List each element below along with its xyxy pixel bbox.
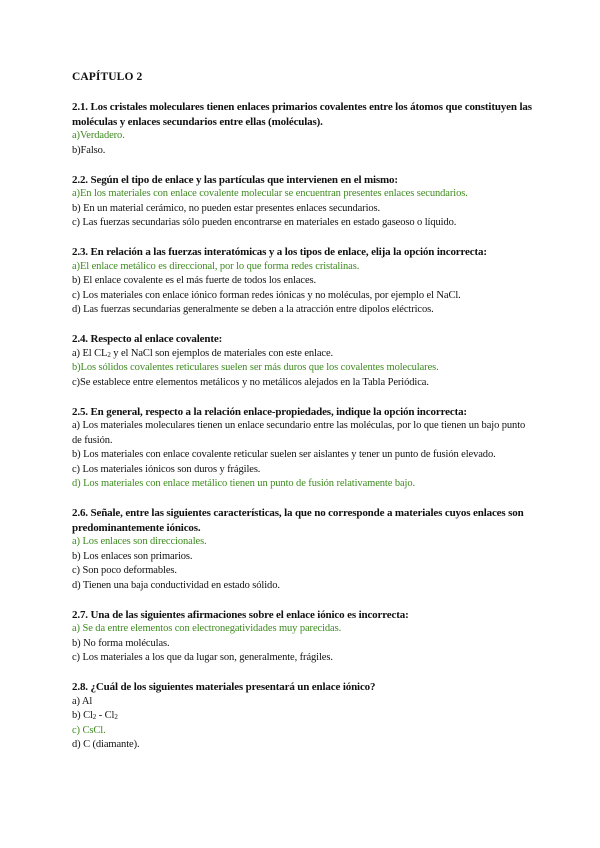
- question-2-5: [72, 405, 532, 492]
- question-title: 2.6. Señale, entre las siguientes características, la que no corresponde a materiales cuyos enlaces son predominantemente iónicos.: [72, 507, 524, 534]
- subscript: 2: [114, 713, 118, 721]
- option: [72, 709, 532, 724]
- subscript: 2: [92, 713, 97, 721]
- question-2-2: [72, 173, 532, 231]
- option: a) Los materiales moleculares tienen un enlace secundario entre las moléculas, por lo que tienen un bajo punto de fusión.: [72, 420, 526, 446]
- option: b) No forma moléculas.: [72, 637, 170, 649]
- option-correct: c) CsCl.: [72, 724, 106, 736]
- question-title: 2.4. Respecto al enlace covalente:: [72, 333, 223, 345]
- option: c)Se establece entre elementos metálicos y no metálicos alejados en la Tabla Periódica.: [72, 376, 429, 388]
- chapter-title: CAPÍTULO 2: [72, 71, 143, 83]
- option: d) C (diamante).: [72, 739, 140, 750]
- option-correct: a)Verdadero.: [72, 130, 125, 141]
- option: b) En un material cerámico, no pueden estar presentes enlaces secundarios.: [72, 202, 381, 214]
- option: b) Los materiales con enlace covalente reticular suelen ser aislantes y tener un punto de fusión elevado.: [72, 449, 496, 460]
- question-title: 2.7. Una de las siguientes afirmaciones sobre el enlace iónico es incorrecta:: [72, 608, 409, 621]
- option: d) Tienen una baja conductividad en estado sólido.: [72, 579, 280, 591]
- subscript: 2: [107, 350, 111, 359]
- question-title: 2.2. Según el tipo de enlace y las partículas que intervienen en el mismo:: [72, 173, 398, 186]
- option-text-part: - Cl: [96, 710, 115, 721]
- question-title: 2.3. En relación a las fuerzas interatómicas y a los tipos de enlace, elija la opción incorrecta:: [72, 246, 487, 258]
- question-2-3: [72, 245, 532, 318]
- option: d) Las fuerzas secundarias generalmente se deben a la atracción entre dipolos eléctricos.: [72, 304, 434, 315]
- option: c) Las fuerzas secundarias sólo pueden encontrarse en materiales en estado gaseoso o líquido.: [72, 217, 457, 228]
- question-2-8: [72, 680, 532, 753]
- option: [72, 347, 532, 362]
- option: c) Los materiales con enlace iónico forman redes iónicas y no moléculas, por ejemplo el NaCl.: [72, 289, 461, 301]
- option-correct: a)El enlace metálico es direccional, por lo que forma redes cristalinas.: [72, 260, 360, 272]
- question-title: 2.1. Los cristales moleculares tienen enlaces primarios covalentes entre los átomos que constituyen las moléculas y enlaces secundarios entre ellas (moléculas).: [72, 101, 532, 128]
- option: b)Falso.: [72, 144, 106, 156]
- option: c) Los materiales a los que da lugar son, generalmente, frágiles.: [72, 652, 333, 663]
- option: c) Los materiales iónicos son duros y frágiles.: [72, 463, 261, 475]
- option-correct: a) Los enlaces son direccionales.: [72, 536, 207, 547]
- question-2-7: [72, 608, 532, 666]
- option-text-part: b) Cl: [72, 710, 93, 721]
- question-title: 2.8. ¿Cuál de los siguientes materiales presentará un enlace iónico?: [72, 681, 376, 693]
- option-correct: a)En los materiales con enlace covalente molecular se encuentran presentes enlaces secundarios.: [72, 188, 468, 199]
- option: b) Los enlaces son primarios.: [72, 550, 193, 562]
- question-list: [72, 100, 532, 767]
- option: b) El enlace covalente es el más fuerte de todos los enlaces.: [72, 275, 317, 286]
- question-2-4: [72, 332, 532, 390]
- option-correct: d) Los materiales con enlace metálico tienen un punto de fusión relativamente bajo.: [72, 478, 416, 489]
- question-2-6: [72, 506, 532, 593]
- option-correct: a) Se da entre elementos con electronegatividades muy parecidas.: [72, 623, 342, 634]
- question-2-1: [72, 100, 532, 158]
- question-title: 2.5. En general, respecto a la relación enlace-propiedades, indique la opción incorrecta:: [72, 405, 467, 418]
- option: c) Son poco deformables.: [72, 565, 177, 576]
- option-correct: b)Los sólidos covalentes reticulares suelen ser más duros que los covalentes moleculares.: [72, 362, 439, 373]
- option: a) Al: [72, 695, 93, 707]
- option-text-part: a) El CL: [72, 347, 108, 359]
- option-text-part: y el NaCl son ejemplos de materiales con este enlace.: [110, 347, 334, 359]
